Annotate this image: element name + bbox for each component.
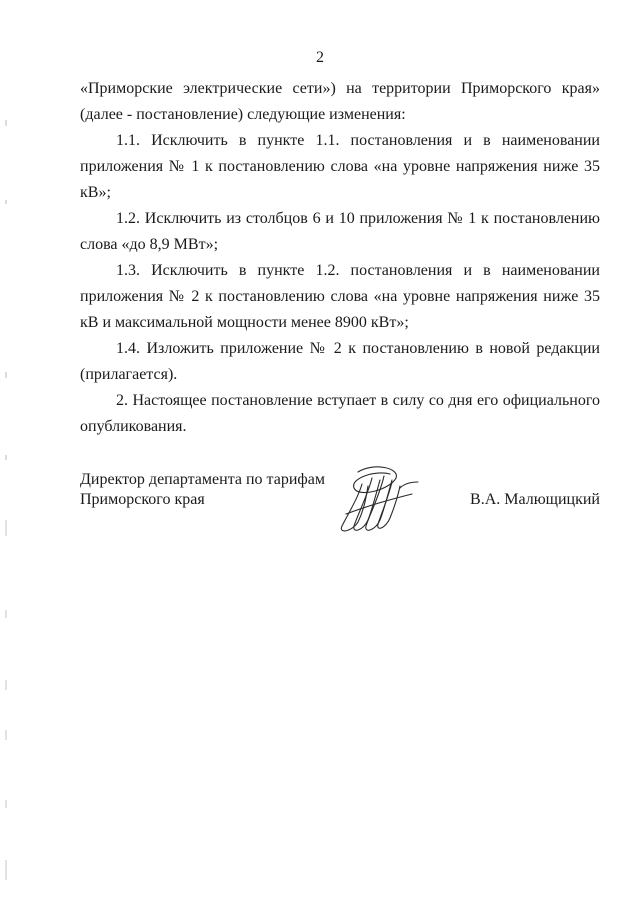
signer-name: В.А. Малющицкий: [470, 491, 600, 508]
paragraph-intro: «Приморские электрические сети») на территории Приморского края» (далее - постановление) следующие изменения:: [80, 80, 600, 123]
handwritten-signature: [328, 464, 424, 536]
paragraph-1-4: 1.4. Изложить приложение № 2 к постановлению в новой редакции (прилагается).: [80, 340, 600, 383]
scan-edge-marks: [4, 0, 8, 905]
signer-title-line-2: Приморского края: [80, 491, 205, 508]
paragraph-1-1: 1.1. Исключить в пункте 1.1. постановления и в наименовании приложения № 1 к постановлению слова «на уровне напряжения ниже 35 кВ»;: [80, 132, 600, 201]
paragraph-2: 2. Настоящее постановление вступает в силу со дня его официального опубликования.: [80, 392, 600, 435]
signer-title-line-1: Директор департамента по тарифам: [80, 471, 325, 488]
document-body: [80, 76, 600, 440]
page-number: 2: [316, 49, 324, 66]
signature-block: [80, 470, 600, 540]
paragraph-1-2: 1.2. Исключить из столбцов 6 и 10 приложения № 1 к постановлению слова «до 8,9 МВт»;: [80, 210, 600, 253]
paragraph-1-3: 1.3. Исключить в пункте 1.2. постановления и в наименовании приложения № 2 к постановлению слова «на уровне напряжения ниже 35 кВ и максимальной мощности менее 8900 кВт»;: [80, 262, 600, 331]
signer-title: [80, 470, 340, 510]
